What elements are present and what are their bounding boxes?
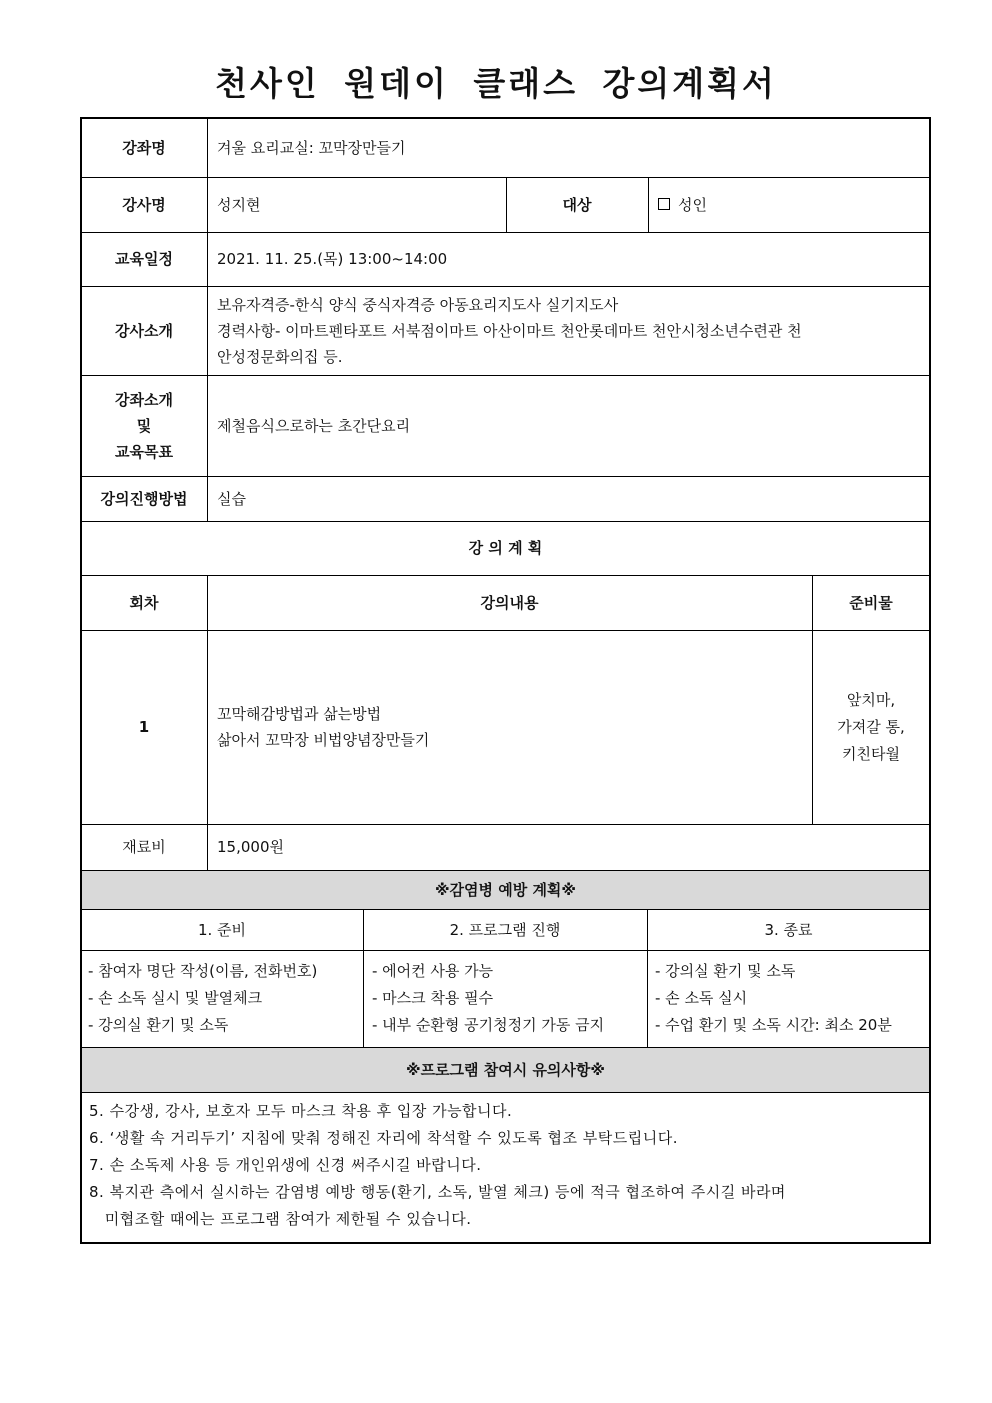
prevention-list-progress [363, 950, 647, 1047]
intro-value [207, 286, 930, 375]
list-item: - 손 소독 실시 [655, 989, 748, 1007]
note-line: 7. 손 소독제 사용 등 개인위생에 신경 써주시길 바랍니다. [89, 1156, 482, 1174]
note-line: 5. 수강생, 강사, 보호자 모두 마스크 착용 후 입장 가능합니다. [89, 1102, 513, 1120]
instructor-value: 성지현 [217, 195, 261, 214]
material-item: 가져갈 통, [837, 717, 905, 736]
goal-label-line: 교육목표 [115, 442, 173, 461]
prevention-header-progress: 2. 프로그램 진행 [449, 920, 561, 939]
target-label: 대상 [562, 195, 592, 214]
prevention-title: ※감염병 예방 계획※ [434, 880, 577, 899]
list-item: - 수업 환기 및 소독 시간: 최소 20분 [655, 1016, 892, 1034]
material-item: 키친타월 [842, 744, 900, 763]
content-line: 꼬막해감방법과 삶는방법 [217, 705, 382, 723]
list-item: - 강의실 환기 및 소독 [655, 962, 796, 980]
session-number: 1 [138, 718, 150, 736]
material-item: 앞치마, [846, 690, 896, 709]
prevention-header-prepare: 1. 준비 [197, 920, 247, 939]
intro-line: 보유자격증-한식 양식 중식자격증 아동요리지도사 실기지도사 [217, 295, 619, 314]
schedule-value: 2021. 11. 25.(목) 13:00~14:00 [217, 250, 448, 268]
checkbox-icon[interactable] [658, 198, 670, 210]
list-item: - 에어컨 사용 가능 [372, 962, 494, 980]
prevention-list-prepare [81, 950, 363, 1047]
header-content: 강의내용 [480, 593, 539, 612]
fee-value: 15,000원 [217, 838, 284, 856]
target-cell [648, 177, 930, 232]
prevention-header-end: 3. 종료 [764, 920, 813, 939]
header-materials: 준비물 [849, 593, 893, 612]
course-value: 겨울 요리교실: 꼬막장만들기 [217, 138, 406, 157]
fee-label: 재료비 [122, 838, 166, 856]
plan-title: 강 의 계 획 [468, 539, 543, 557]
goal-label-line: 강좌소개 [115, 390, 173, 409]
method-value: 실습 [217, 489, 246, 508]
note-line: 6. ‘생활 속 거리두기’ 지침에 맞춰 정해진 자리에 착석할 수 있도록 협조 부탁드립니다. [89, 1129, 679, 1147]
intro-label: 강사소개 [115, 321, 173, 340]
goal-label [81, 375, 207, 476]
list-item: - 손 소독 실시 및 발열체크 [88, 989, 263, 1007]
list-item: - 참여자 명단 작성(이름, 전화번호) [88, 962, 318, 980]
session-materials [812, 630, 930, 824]
target-value: 성인 [678, 195, 707, 214]
intro-line: 안성정문화의집 등. [217, 347, 343, 366]
instructor-label: 강사명 [122, 195, 166, 214]
notes-body [81, 1092, 930, 1243]
list-item: - 강의실 환기 및 소독 [88, 1016, 229, 1034]
goal-value: 제철음식으로하는 초간단요리 [217, 416, 411, 435]
prevention-list-end [647, 950, 930, 1047]
session-content [207, 630, 812, 824]
note-line: 8. 복지관 측에서 실시하는 감염병 예방 행동(환기, 소독, 발열 체크) 등에 적극 협조하여 주시길 바라며 [89, 1183, 786, 1201]
list-item: - 내부 순환형 공기청정기 가동 금지 [372, 1016, 605, 1034]
content-line: 삶아서 꼬막장 비법양념장만들기 [217, 731, 430, 749]
note-line: 미협조할 때에는 프로그램 참여가 제한될 수 있습니다. [89, 1210, 472, 1228]
intro-line: 경력사항- 이마트펜타포트 서북점이마트 아산이마트 천안롯데마트 천안시청소년수련관 천 [217, 321, 802, 340]
goal-label-line: 및 [136, 416, 152, 435]
course-label: 강좌명 [122, 138, 166, 157]
schedule-label: 교육일정 [115, 250, 173, 268]
notes-title: ※프로그램 참여시 유의사항※ [405, 1060, 605, 1079]
header-session: 회차 [129, 593, 159, 612]
page-title: 천사인 원데이 클래스 강의계획서 [215, 64, 777, 103]
method-label: 강의진행방법 [100, 489, 188, 508]
list-item: - 마스크 착용 필수 [372, 989, 494, 1007]
